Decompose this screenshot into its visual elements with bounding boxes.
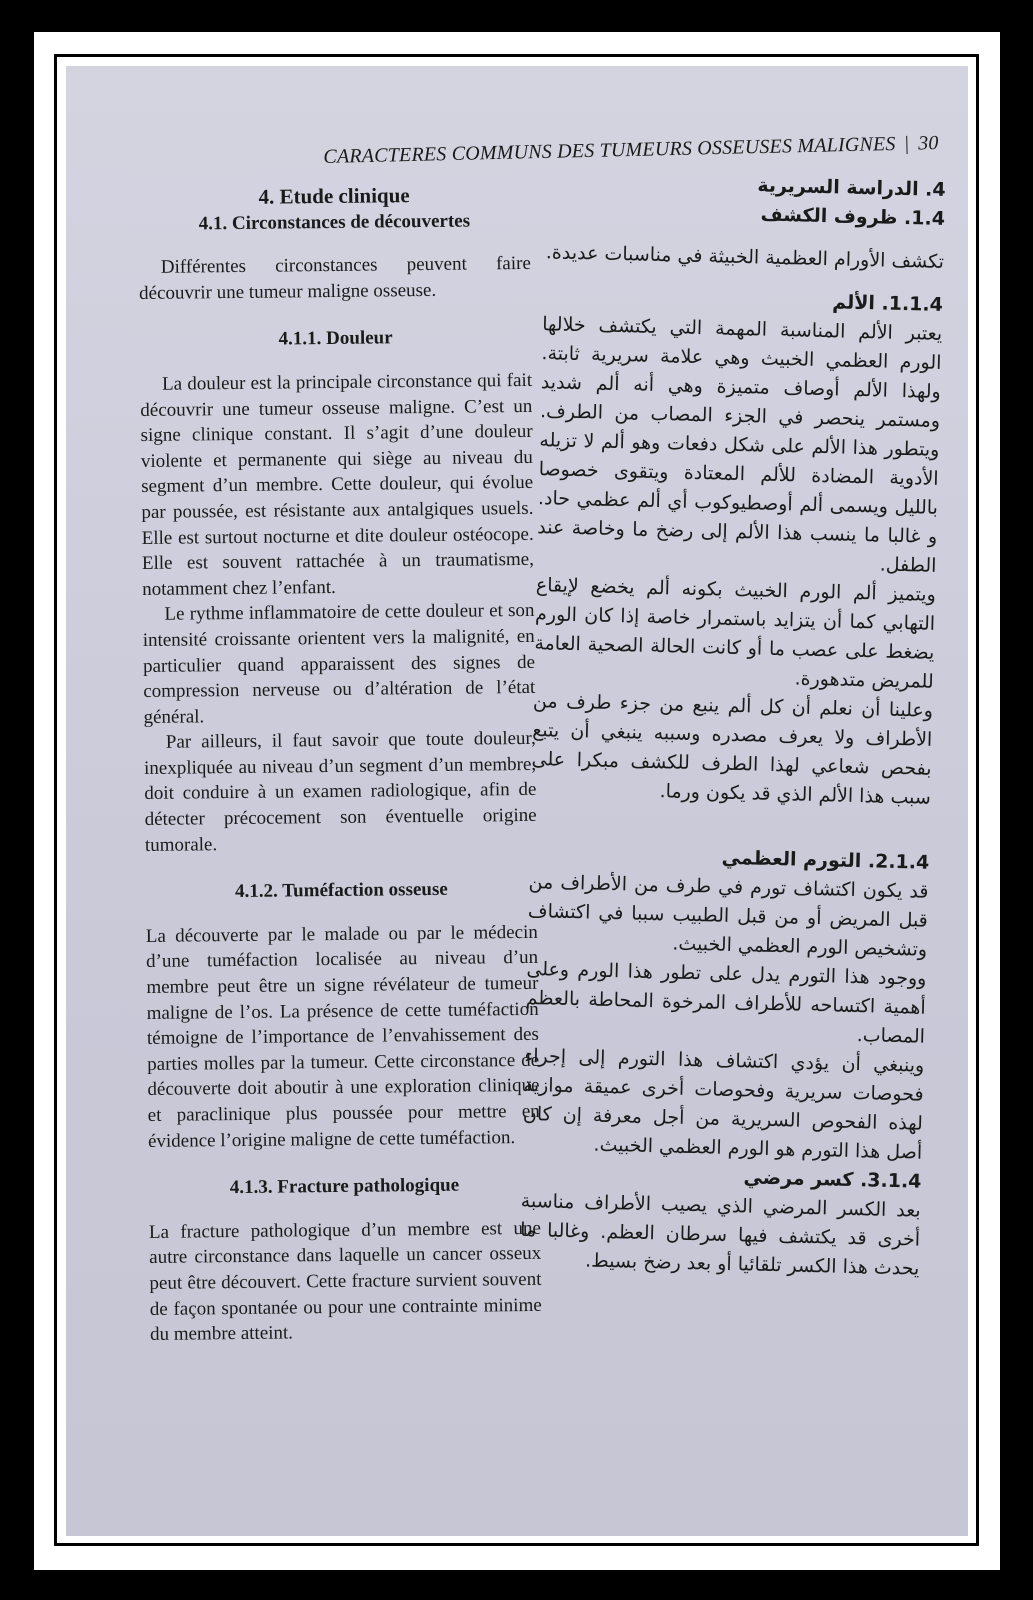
ar-chapter-title: 4. الدراسة السريرية (757, 174, 946, 201)
arabic-column (519, 166, 946, 1283)
ar-pain-title: 1.1.4. الألم (831, 291, 944, 316)
ar-intro: تكشف الأورام العظمية الخبيثة في مناسبات عديدة. (545, 241, 945, 273)
fr-douleur-p1: La douleur est la principale circonstance qui fait découvrir une tumeur osseuse maligne. C’est un signe clinique constant. Il s’agit d’une douleur violente et permanente qui siège au niveau du segment d’un membre. Cette douleur, qui évolue par poussée, est résistante aux antalgiques usuels. Elle est surtout nocturne et dite douleur ostéocope. Elle est souvent rattachée à un traumatisme, notamment chez l’enfant. (140, 369, 535, 600)
ar-fracture-title: 3.1.4. كسر مرضي (743, 1166, 922, 1193)
running-header (323, 132, 939, 169)
french-column (138, 182, 542, 1348)
running-title: CARACTERES COMMUNS DES TUMEURS OSSEUSES MALIGNES (322, 132, 896, 168)
fr-fracture-p1: La fracture pathologique d’un membre est une autre circonstance dans laquelle un cancer osseux peut être découvert. Cette fracture survient souvent de façon spontanée ou pour une contrainte minime du membre atteint. (148, 1217, 542, 1346)
header-separator: | (904, 132, 909, 155)
book-page (66, 66, 968, 1536)
ar-swelling-p2: ووجود هذا التورم يدل على تطور هذا الورم وعلى أهمية اكتساحه للأطراف المرخوة المحاطة بالعظم المصاب. (525, 957, 927, 1048)
page-number: 30 (917, 132, 939, 155)
ar-swelling-title: 2.1.4. التورم العظمي (721, 846, 930, 874)
fr-intro: Différentes circonstances peuvent faire découvrir une tumeur maligne osseuse. (139, 253, 531, 304)
ar-swelling-p1: قد يكون اكتشاف تورم في طرف من الأطراف من قبل المريض أو من قبل الطبيب سببا في اكتشاف وتشخيص الورم العظمي الخبيث. (527, 871, 929, 961)
fr-tumefaction-p1: La découverte par le malade ou par le médecin d’une tuméfaction localisée au niveau d’un membre peut être un signe révélateur de tumeur maligne de l’os. La présence de cette tuméfaction témoigne de l’importance de l’envahissement des parties molles par la tumeur. Cette circonstance de découverte doit aboutir à une exploration clinique et paraclinique plus poussée pour mettre en évidence l’origine maligne de cette tuméfaction. (145, 921, 540, 1152)
ar-pain-p1: يعتبر الألم المناسبة المهمة التي يكتشف خلالها الورم العظمي الخبيث وهي علامة سريرية ثابتة. ولهذا الألم أوصاف متميزة وهي أنه ألم شديد ومستمر ينحصر في الجزء المصاب من الطرف. ويتطور هذا الألم على شكل دفعات وهو ألم لا تزيله الأدوية المضادة للألم المعتادة ويتقوى خصوصا بالليل ويسمى ألم أوصطيوكوب أي ألم عظمي حاد. و غالبا ما ينسب هذا الألم إلى رضخ ما وخاصة عند الطفل. (537, 313, 943, 577)
fr-douleur-p2: Le rythme inflammatoire de cette douleur et son intensité croissante orientent vers la malignité, en particulier quand apparaissent des signes de compression nerveuse ou d’altération de l’état général. (142, 600, 536, 728)
ar-section-title: 1.4. ظروف الكشف (760, 203, 946, 230)
ar-swelling-p3: وينبغي أن يؤدي اكتشاف هذا التورم إلى إجراء فحوصات سريرية وفحوصات أخرى عميقة موازية لهذه الفحوص السريرية من أجل معرفة إن كان أصل هذا التورم هو الورم العظمي الخبيث. (522, 1044, 925, 1164)
fr-chapter-title: 4. Etude clinique (258, 183, 410, 209)
ar-pain-p3: وعلينا أن نعلم أن كل ألم ينبع من جزء طرف من الأطراف ولا يعرف مصدره وسببه ينبغي أن يتبع بفحص شعاعي لهذا الطرف للكشف مبكرا على سبب هذا الألم الذي قد يكون ورما. (531, 690, 934, 809)
fr-douleur-p3: Par ailleurs, il faut savoir que toute douleur, inexpliquée au niveau d’un segment d’un membre, doit conduire à un examen radiologique, afin de détecter précocement son éventuelle origine tumorale. (143, 728, 537, 856)
fr-fracture-title: 4.1.3. Fracture pathologique (229, 1174, 460, 1199)
fr-tumefaction-title: 4.1.2. Tuméfaction osseuse (234, 879, 448, 903)
fr-douleur-title: 4.1.1. Douleur (278, 327, 393, 350)
ar-pain-p2: ويتميز ألم الورم الخبيث بكونه ألم يخضع لإيقاع التهابي كما أن يتزايد باستمرار خاصة إذا كان الورم يضغط على عصب ما أو كانت الحالة الصحية العامة للمريض متدهورة. (534, 574, 937, 693)
ar-fracture-p1: بعد الكسر المرضي الذي يصيب الأطراف مناسبة أخرى قد يكتشف فيها سرطان العظم. وغالبا ما يحدث هذا الكسر تلقائيا أو بعد رضخ بسيط. (519, 1189, 921, 1280)
fr-section-title: 4.1. Circonstances de découvertes (198, 210, 471, 234)
